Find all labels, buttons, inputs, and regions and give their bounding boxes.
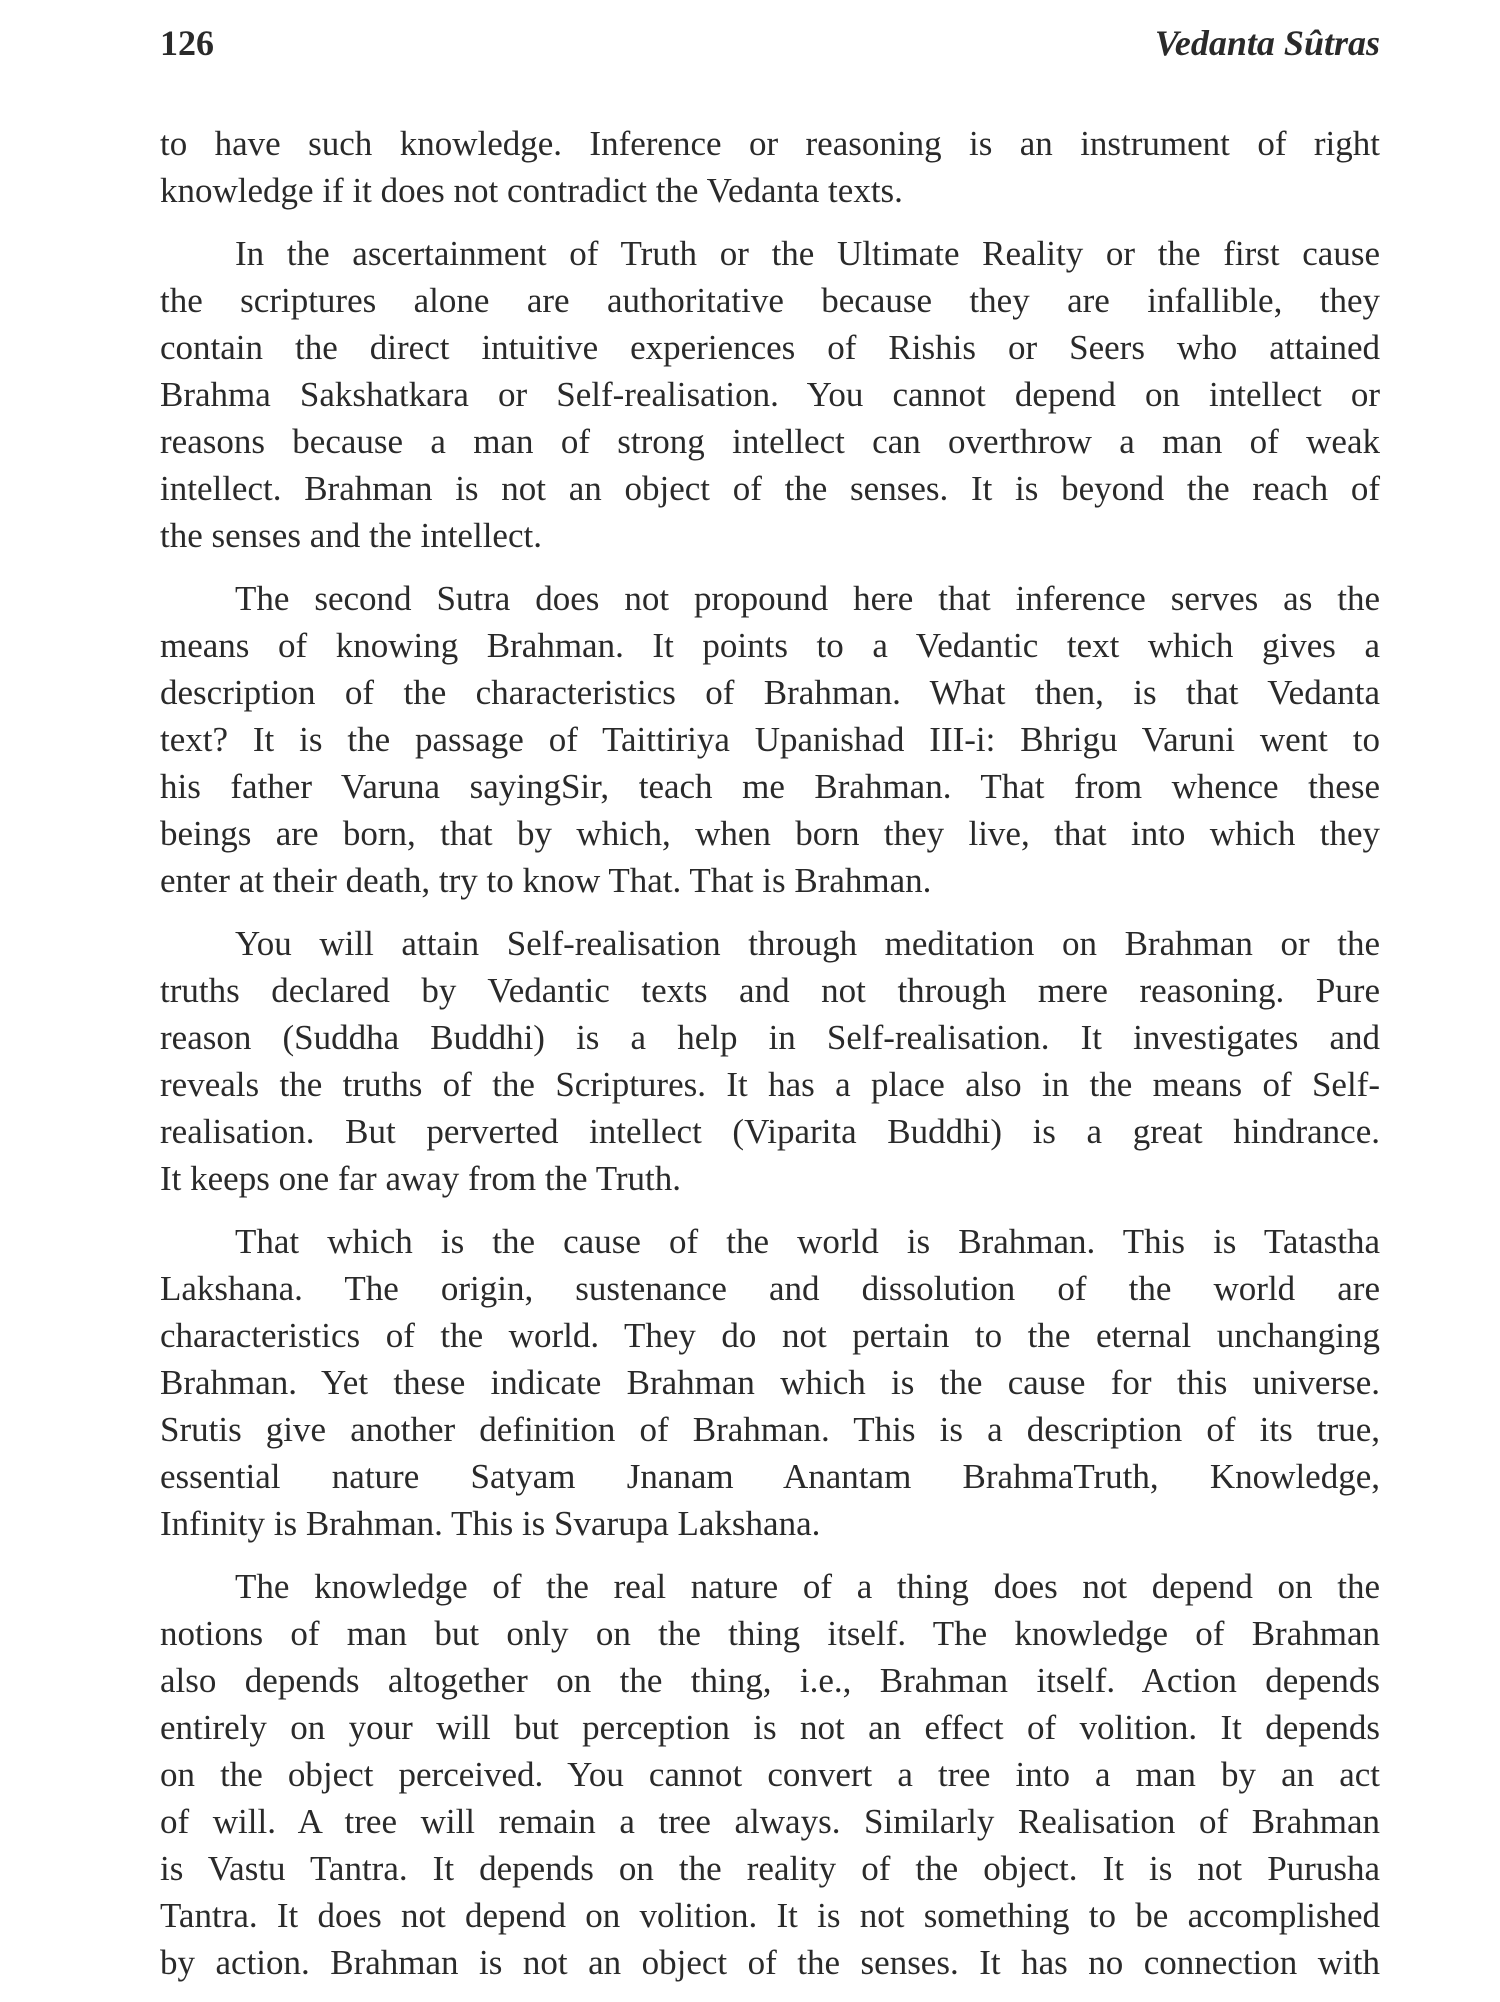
text-line: characteristics of the world. They do not pertain to the eternal unchanging bbox=[160, 1316, 1380, 1355]
text-line: entirely on your will but perception is not an effect of volition. It depends bbox=[160, 1708, 1380, 1747]
paragraph bbox=[160, 230, 1380, 559]
text-line: essential nature Satyam Jnanam Anantam BrahmaTruth, Knowledge, bbox=[160, 1457, 1380, 1496]
paragraph bbox=[160, 575, 1380, 904]
text-line: It keeps one far away from the Truth. bbox=[160, 1159, 681, 1198]
paragraph bbox=[160, 920, 1380, 1202]
text-line: The second Sutra does not propound here that inference serves as the bbox=[235, 579, 1380, 618]
text-line: on the object perceived. You cannot convert a tree into a man by an act bbox=[160, 1755, 1380, 1794]
text-line: beings are born, that by which, when born they live, that into which they bbox=[160, 814, 1380, 853]
text-line: is Vastu Tantra. It depends on the reality of the object. It is not Purusha bbox=[160, 1849, 1380, 1888]
text-line: text? It is the passage of Taittiriya Upanishad III-i: Bhrigu Varuni went to bbox=[160, 720, 1380, 759]
text-line: The knowledge of the real nature of a thing does not depend on the bbox=[235, 1567, 1380, 1606]
text-line: also depends altogether on the thing, i.e., Brahman itself. Action depends bbox=[160, 1661, 1380, 1700]
text-line: to have such knowledge. Inference or reasoning is an instrument of right bbox=[160, 124, 1380, 163]
text-line: knowledge if it does not contradict the Vedanta texts. bbox=[160, 171, 903, 210]
page-body bbox=[160, 120, 1380, 2002]
paragraph bbox=[160, 1563, 1380, 1986]
running-header bbox=[160, 22, 1380, 72]
text-line: means of knowing Brahman. It points to a Vedantic text which gives a bbox=[160, 626, 1380, 665]
text-line: reveals the truths of the Scriptures. It has a place also in the means of Self- bbox=[160, 1065, 1380, 1104]
text-line: the senses and the intellect. bbox=[160, 516, 542, 555]
text-line: notions of man but only on the thing itself. The knowledge of Brahman bbox=[160, 1614, 1380, 1653]
running-title: Vedanta Sûtras bbox=[1154, 23, 1380, 63]
text-line: description of the characteristics of Brahman. What then, is that Vedanta bbox=[160, 673, 1380, 712]
text-line: In the ascertainment of Truth or the Ultimate Reality or the first cause bbox=[235, 234, 1380, 273]
text-line: Brahma Sakshatkara or Self-realisation. You cannot depend on intellect or bbox=[160, 375, 1380, 414]
text-line: reason (Suddha Buddhi) is a help in Self-realisation. It investigates and bbox=[160, 1018, 1380, 1057]
text-line: of will. A tree will remain a tree always. Similarly Realisation of Brahman bbox=[160, 1802, 1380, 1841]
page-number: 126 bbox=[160, 23, 214, 63]
paragraph bbox=[160, 1218, 1380, 1547]
text-line: enter at their death, try to know That. That is Brahman. bbox=[160, 861, 932, 900]
text-line: Srutis give another definition of Brahman. This is a description of its true, bbox=[160, 1410, 1380, 1449]
text-line: truths declared by Vedantic texts and not through mere reasoning. Pure bbox=[160, 971, 1380, 1010]
text-line: That which is the cause of the world is Brahman. This is Tatastha bbox=[235, 1222, 1380, 1261]
text-line: intellect. Brahman is not an object of the senses. It is beyond the reach of bbox=[160, 469, 1380, 508]
text-line: the scriptures alone are authoritative because they are infallible, they bbox=[160, 281, 1380, 320]
text-line: Tantra. It does not depend on volition. It is not something to be accomplished bbox=[160, 1896, 1380, 1935]
text-line: Infinity is Brahman. This is Svarupa Lakshana. bbox=[160, 1504, 821, 1543]
text-line: realisation. But perverted intellect (Viparita Buddhi) is a great hindrance. bbox=[160, 1112, 1380, 1151]
paragraph bbox=[160, 120, 1380, 214]
text-line: by action. Brahman is not an object of the senses. It has no connection with bbox=[160, 1943, 1380, 1982]
text-line: Brahman. Yet these indicate Brahman which is the cause for this universe. bbox=[160, 1363, 1380, 1402]
text-line: contain the direct intuitive experiences of Rishis or Seers who attained bbox=[160, 328, 1380, 367]
text-line: Lakshana. The origin, sustenance and dissolution of the world are bbox=[160, 1269, 1380, 1308]
text-line: his father Varuna sayingSir, teach me Brahman. That from whence these bbox=[160, 767, 1380, 806]
text-line: reasons because a man of strong intellect can overthrow a man of weak bbox=[160, 422, 1380, 461]
text-line: You will attain Self-realisation through meditation on Brahman or the bbox=[235, 924, 1380, 963]
